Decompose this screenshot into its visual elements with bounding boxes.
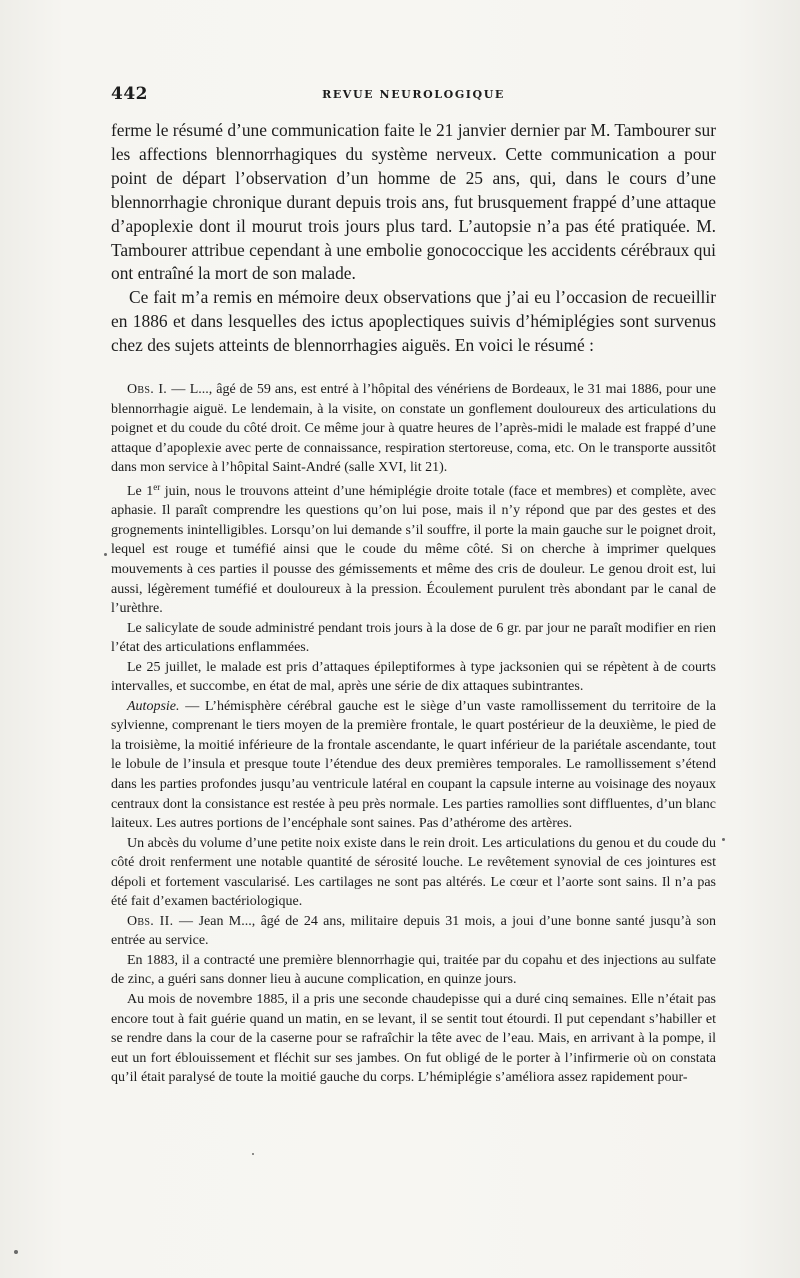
autopsy-text: — L’hémisphère cérébral gauche est le siège d’un vaste ramollissement du territoire de la sylvienne, comprenant le tiers moyen de la première frontale, le quart postérieur de la deuxième, le pied de la troisième, la moitié inférieure de la frontale ascendante, le quart inférieur de la pariétale ascendante, tout le lobule de l’insula et presque toute l’étendue des deux premières temporales. Le ramollissement s’étend dans les parties profondes jusqu’au ventricule latéral en coupant la capsule interne au voisinage des noyaux centraux dont la consistance est restée à peu près normale. Les parties ramollies sont diffluentes, d’un blanc laiteux. Les autres portions de l’encéphale sont saines. Pas d’athérome des artères. [111, 698, 716, 832]
intro-paragraph-1: ferme le résumé d’une communication faite le 21 janvier dernier par M. Tambourer sur les affections blennorrhagiques du système nerveux. Cette communication a pour point de départ l’observation d’un homme de 25 ans, qui, dans le cours d’une blennorrhagie chronique durant depuis trois ans, fut brusquement frappé d’une attaque d’apoplexie dont il mourut trois jours plus tard. L’autopsie n’a pas été pratiquée. M. Tambourer attribue cependant à une embolie gonococcique les accidents cérébraux qui ont entraîné la mort de son malade. [111, 120, 716, 284]
observations-section [111, 380, 716, 1088]
obs1-paragraph-3: Le salicylate de soude administré pendant trois jours à la dose de 6 gr. par jour ne paraît modifier en rien l’état des articulations enflammées. [111, 620, 716, 656]
obs2-paragraph-2: En 1883, il a contracté une première blennorrhagie qui, traitée par du copahu et des injections au sulfate de zinc, a guéri sans donner lieu à aucune complication, en quinze jours. [111, 952, 716, 988]
obs1-p2-superscript: er [153, 481, 161, 492]
obs1-text: L..., âgé de 59 ans, est entré à l’hôpital des vénériens de Bordeaux, le 31 mai 1886, pour une blennorrhagie aiguë. Le lendemain, à la visite, on constate un gonflement douloureux des articulations du poignet et du coude du côté droit. Ce même jour à quatre heures de l’après-midi le malade est frappé d’une attaque d’apoplexie avec perte de connaissance, respiration stertoreuse, coma, etc. On le transporte aussitôt dans mon service à l’hôpital Saint-André (salle XVI, lit 21). [111, 382, 716, 476]
print-speck [104, 553, 107, 556]
obs2-text: Jean M..., âgé de 24 ans, militaire depuis 31 mois, a joui d’une bonne santé jusqu’à son entrée au service. [111, 913, 716, 949]
obs1-paragraph-2 [111, 478, 716, 619]
obs1-autopsy-paragraph [111, 697, 716, 834]
obs1-paragraph-6: Un abcès du volume d’une petite noix existe dans le rein droit. Les articulations du genou et du coude du côté droit renferment une notable quantité de sérosité louche. Le revêtement synovial de ces jointures est dépoli et fortement vascularisé. Les cartilages ne sont pas altérés. Le cœur et l’aorte sont sains. Il n’a pas été fait d’examen bactériologique. [111, 835, 716, 910]
obs1-label: Obs. I. — [127, 382, 186, 398]
intro-section [111, 119, 716, 358]
print-speck [722, 838, 725, 841]
obs2-label: Obs. II. — [127, 913, 194, 929]
article-body [111, 119, 716, 1088]
print-speck [14, 1250, 18, 1254]
obs2-paragraph-1 [111, 912, 716, 951]
page-header [111, 84, 716, 106]
obs1-paragraph-1 [111, 380, 716, 478]
obs2-paragraph-3: Au mois de novembre 1885, il a pris une seconde chaudepisse qui a duré cinq semaines. Elle n’était pas encore tout à fait guérie quand un matin, en se levant, il se sentit tout étourdi. Il put cependant s’habiller et se rendre dans la cour de la caserne pour se rafraîchir la tête avec de l’eau. Mais, en arrivant à la pompe, il eut un fort éblouissement et fléchit sur ses jambes. On fut obligé de le porter à l’infirmerie où on constata qu’il était paralysé de toute la moitié gauche du corps. L’hémiplégie s’améliora assez rapidement pour- [111, 992, 716, 1086]
autopsy-label: Autopsie. [127, 698, 180, 714]
running-title: REVUE NEUROLOGIQUE [322, 88, 505, 101]
obs1-paragraph-4: Le 25 juillet, le malade est pris d’attaques épileptiformes à type jacksonien qui se répètent à de courts intervalles, et succombe, en état de mal, après une série de dix attaques subintrantes. [111, 659, 716, 695]
obs1-p2-rest: juin, nous le trouvons atteint d’une hémiplégie droite totale (face et membres) et complète, avec aphasie. Il paraît comprendre les questions qu’on lui pose, mais il n’y répond que par des gestes et des grognements inintelligibles. Lorsqu’on lui demande s’il souffre, il porte la main gauche sur le poignet droit, lequel est rouge et tuméfié ainsi que le coude du même côté. Si on cherche à imprimer quelques mouvements à ces parties il pousse des gémissements et même des cris de douleur. Le genou droit est, lui aussi, légèrement tuméfié et douloureux à la pression. Écoulement purulent très abondant par le canal de l’urèthre. [111, 483, 717, 617]
print-speck [252, 1153, 254, 1155]
page-number: 442 [111, 84, 148, 104]
intro-paragraph-2: Ce fait m’a remis en mémoire deux observations que j’ai eu l’occasion de recueillir en 1886 et dans lesquelles des ictus apoplectiques suivis d’hémiplégies sont survenus chez des sujets atteints de blennorrhagies aiguës. En voici le résumé : [111, 287, 716, 356]
obs1-p2-start: Le 1 [127, 483, 154, 499]
